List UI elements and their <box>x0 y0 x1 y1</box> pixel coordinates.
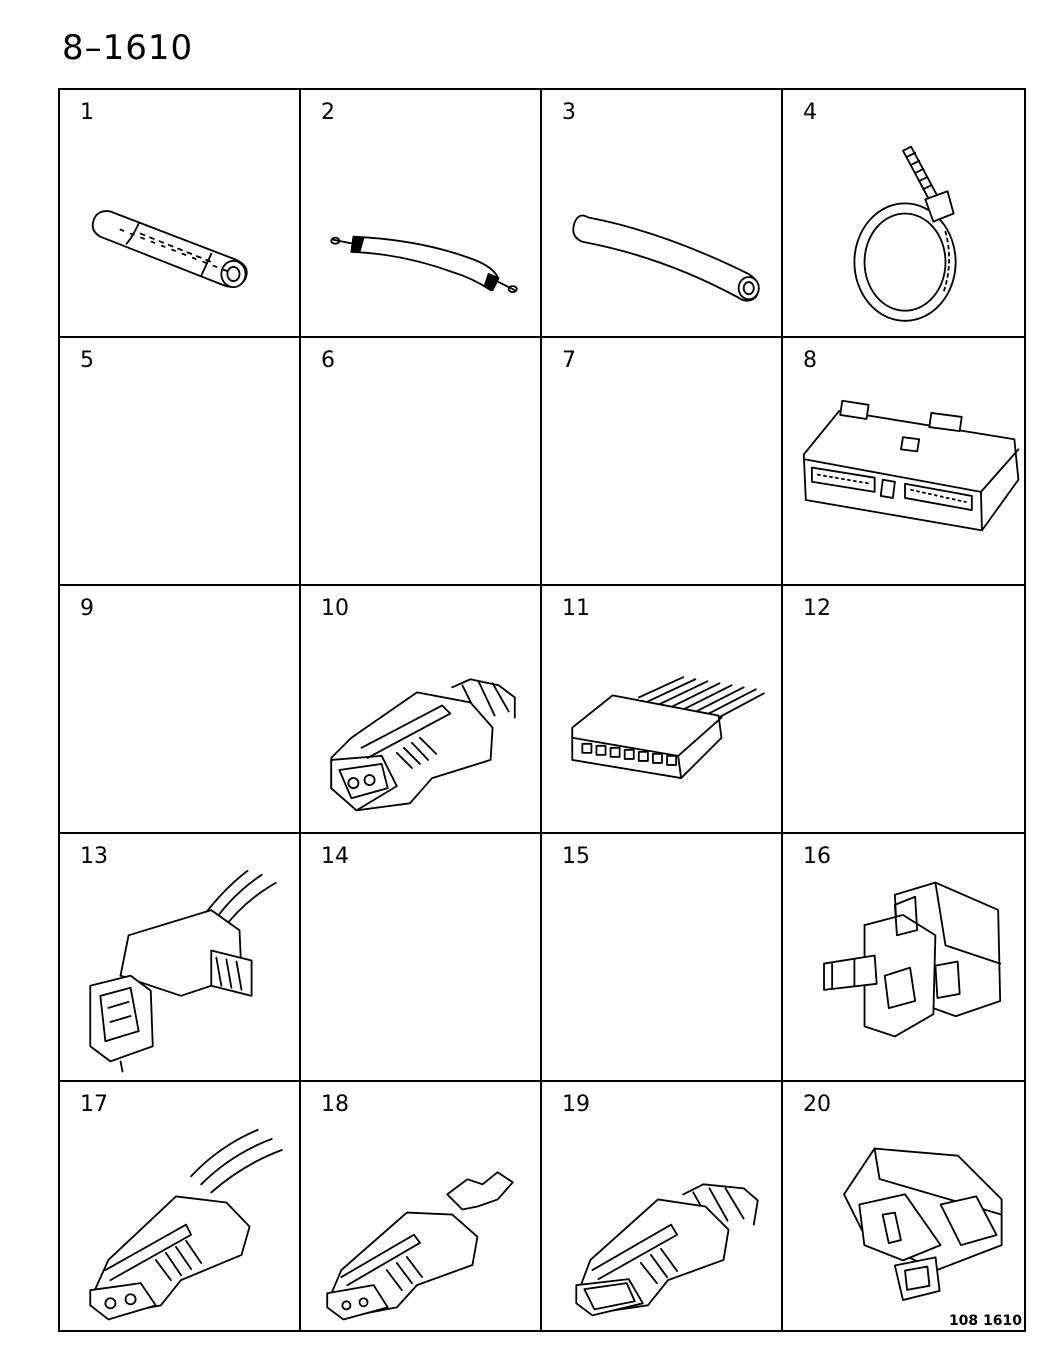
item-number: 13 <box>80 844 108 869</box>
inline-7way-icon <box>542 586 781 832</box>
cell-7 <box>542 338 783 586</box>
sensor-connector-icon <box>60 834 299 1080</box>
weatherpack-3way-icon <box>301 586 540 832</box>
cell-19 <box>542 1082 783 1330</box>
item-number: 14 <box>321 844 349 869</box>
cell-16 <box>783 834 1024 1082</box>
item-number: 6 <box>321 348 335 373</box>
item-number: 12 <box>803 596 831 621</box>
item-number: 18 <box>321 1092 349 1117</box>
right-angle-connector-icon <box>783 1082 1024 1330</box>
cell-9 <box>60 586 301 834</box>
butt-splice-icon <box>60 90 299 336</box>
cell-6 <box>301 338 542 586</box>
item-number: 19 <box>562 1092 590 1117</box>
cell-8 <box>783 338 1024 586</box>
cell-1 <box>60 90 301 338</box>
weatherpack-2way-icon <box>60 1082 299 1330</box>
item-number: 7 <box>562 348 576 373</box>
cell-20 <box>783 1082 1024 1330</box>
item-number: 8 <box>803 348 817 373</box>
item-number: 9 <box>80 596 94 621</box>
item-number: 16 <box>803 844 831 869</box>
cell-11 <box>542 586 783 834</box>
cell-3 <box>542 90 783 338</box>
module-connector-icon <box>783 338 1024 584</box>
item-number: 1 <box>80 100 94 125</box>
item-number: 11 <box>562 596 590 621</box>
cell-2 <box>301 90 542 338</box>
cell-10 <box>301 586 542 834</box>
page-title: 8–1610 <box>62 28 194 68</box>
sealed-2way-icon <box>301 1082 540 1330</box>
cell-5 <box>60 338 301 586</box>
item-number: 4 <box>803 100 817 125</box>
cable-tie-icon <box>783 90 1024 336</box>
item-number: 3 <box>562 100 576 125</box>
sealed-3way-icon <box>542 1082 781 1330</box>
item-number: 5 <box>80 348 94 373</box>
heat-shrink-tubing-icon <box>542 90 781 336</box>
heat-shrink-sleeve-icon <box>301 90 540 336</box>
cell-14 <box>301 834 542 1082</box>
cell-13 <box>60 834 301 1082</box>
item-number: 15 <box>562 844 590 869</box>
cell-4 <box>783 90 1024 338</box>
parts-grid <box>58 88 1026 1332</box>
cell-15 <box>542 834 783 1082</box>
item-number: 2 <box>321 100 335 125</box>
item-number: 20 <box>803 1092 831 1117</box>
item-number: 17 <box>80 1092 108 1117</box>
item-number: 10 <box>321 596 349 621</box>
cell-17 <box>60 1082 301 1330</box>
cell-12 <box>783 586 1024 834</box>
drawing-code: 108 1610 <box>948 1313 1022 1329</box>
cell-18 <box>301 1082 542 1330</box>
locking-connector-icon <box>783 834 1024 1080</box>
